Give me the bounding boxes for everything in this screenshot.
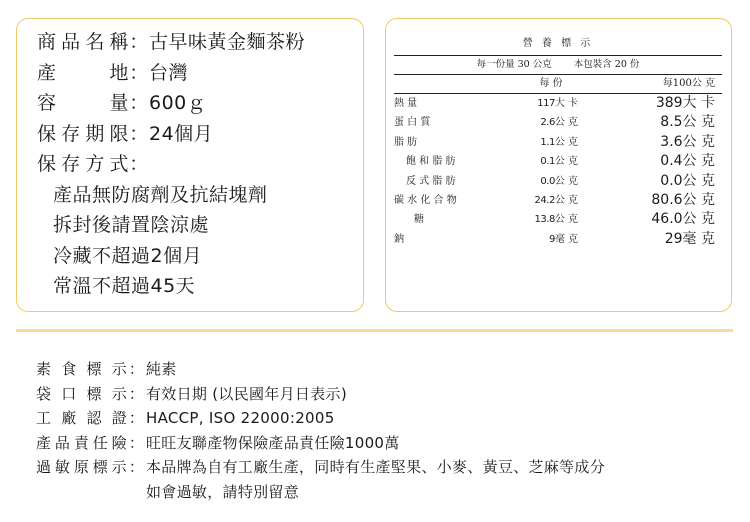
info-row-bag-label: 袋口標示 ： 有效日期 (以民國年月日表示) (36, 382, 605, 407)
info-value: 本品牌為自有工廠生產，同時有生產堅果、小麥、黃豆、芝麻等成分 (146, 458, 606, 476)
nutrient-per-100g: 3.6 (660, 133, 683, 150)
info-label: 產品責任險 (36, 433, 127, 452)
storage-line: 常溫不超過45天 (53, 275, 196, 297)
spec-label: 容量 (37, 92, 129, 114)
nutrient-unit: 大 卡 (554, 98, 578, 109)
section-divider (16, 329, 733, 332)
nutrient-unit: 毫 克 (554, 233, 578, 245)
spec-label: 商品名稱 (37, 31, 129, 53)
info-row-allergen: 過敏原標示 ： 本品牌為自有工廠生產，同時有生產堅果、小麥、黃豆、芝麻等成分 (36, 455, 605, 480)
info-label: 素食標示 (36, 360, 127, 378)
nutrient-unit: 公 克 (682, 114, 715, 131)
nutrient-unit: 公 克 (554, 214, 578, 226)
spec-value: 600ｇ (149, 92, 207, 114)
spec-label: 保存方式 (37, 153, 129, 175)
nutrient-name: 脂 肪 (394, 136, 418, 148)
nutrient-name: 飽 和 脂 肪 (406, 156, 456, 168)
col-per-serving: 每 份 (539, 78, 563, 89)
storage-line: 產品無防腐劑及抗結塊劑 (53, 183, 268, 206)
additional-info (36, 357, 605, 504)
nutrition-row (394, 230, 722, 249)
nutrient-unit: 公 克 (554, 194, 578, 206)
nutrition-row (394, 133, 722, 152)
spec-row-storage: 保存方式 ： (37, 149, 363, 180)
col-per-100g: 每100公 克 (662, 78, 715, 89)
info-label: 過敏原標示 (36, 458, 127, 476)
nutrition-row (394, 191, 722, 210)
spec-row-capacity: 容量 ： 600ｇ (37, 88, 363, 119)
nutrient-unit: 公 克 (554, 156, 578, 168)
nutrition-row (394, 210, 722, 229)
spec-row-origin: 產地 ： 台灣 (37, 58, 363, 89)
nutrition-row (394, 94, 722, 113)
nutrient-per-serving: 117 (537, 98, 555, 109)
nutrient-per-serving: 9 (548, 233, 555, 245)
nutrient-unit: 公 克 (682, 133, 715, 150)
info-value: 純素 (146, 360, 177, 378)
nutrient-per-serving: 0.1 (540, 156, 555, 168)
nutrient-per-serving: 0.0 (540, 175, 555, 187)
info-value: HACCP, ISO 22000:2005 (146, 409, 335, 427)
product-spec-panel (16, 18, 364, 312)
info-label: 袋口標示 (36, 384, 127, 403)
nutrient-per-100g: 0.4 (660, 153, 683, 170)
nutrient-per-100g: 0.0 (660, 172, 683, 189)
nutrient-unit: 公 克 (682, 211, 715, 228)
nutrient-name: 反 式 脂 肪 (406, 175, 456, 187)
nutrient-per-100g: 29 (664, 230, 683, 247)
nutrition-row (394, 113, 722, 132)
nutrient-per-100g: 46.0 (651, 211, 683, 228)
spec-label: 保存期限 (37, 122, 129, 145)
nutrition-header-row (394, 75, 722, 93)
nutrient-per-serving: 13.8 (534, 214, 555, 226)
storage-line: 拆封後請置陰涼處 (53, 214, 210, 236)
nutrition-table (394, 33, 722, 249)
serving-size: 每一份量 30 公克 (476, 59, 552, 70)
spec-row-name: 商品名稱 ： 古早味黃金麵茶粉 (37, 27, 363, 58)
info-row-vegetarian: 素食標示 ： 純素 (36, 357, 605, 382)
servings-per-pack: 本包裝含 20 份 (573, 59, 640, 70)
serving-info (394, 56, 722, 74)
nutrient-unit: 公 克 (554, 117, 578, 129)
info-value: 有效日期 (以民國年月日表示) (146, 384, 347, 403)
nutrient-per-100g: 389 (655, 95, 683, 111)
nutrient-unit: 公 克 (554, 175, 578, 187)
spec-row-shelf-life: 保存期限 ： 24個月 (37, 119, 363, 150)
nutrient-per-100g: 80.6 (651, 191, 683, 208)
info-row-insurance: 產品責任險 ： 旺旺友聯產物保險產品責任險1000萬 (36, 431, 605, 456)
nutrient-unit: 大 卡 (682, 95, 715, 111)
nutrient-unit: 公 克 (682, 191, 715, 208)
nutrient-per-serving: 1.1 (540, 136, 555, 148)
nutrient-per-serving: 24.2 (534, 194, 555, 206)
nutrient-name: 蛋 白 質 (394, 117, 431, 129)
info-value: 旺旺友聯產物保險產品責任險1000萬 (146, 433, 400, 452)
nutrient-unit: 公 克 (554, 136, 578, 148)
nutrition-title: 營 養 標 示 (522, 38, 594, 49)
nutrient-name: 糖 (414, 214, 424, 226)
info-row-certification: 工廠認證 ： HACCP, ISO 22000:2005 (36, 406, 605, 431)
nutrition-panel (385, 18, 732, 312)
info-label: 工廠認證 (36, 409, 127, 427)
storage-line: 冷藏不超過2個月 (53, 244, 203, 267)
nutrient-name: 碳 水 化 合 物 (394, 194, 457, 206)
nutrient-unit: 公 克 (682, 172, 715, 189)
spec-value: 古早味黃金麵茶粉 (149, 31, 306, 53)
nutrition-row (394, 172, 722, 191)
nutrient-per-100g: 8.5 (660, 114, 683, 131)
nutrient-unit: 公 克 (682, 153, 715, 170)
nutrient-name: 熱 量 (394, 98, 418, 109)
nutrient-unit: 毫 克 (682, 230, 715, 247)
nutrient-per-serving: 2.6 (540, 117, 555, 129)
spec-label: 產地 (37, 61, 129, 84)
allergen-continuation: 如會過敏，請特別留意 (146, 482, 300, 501)
spec-value: 24個月 (149, 122, 214, 145)
nutrient-name: 鈉 (394, 233, 404, 245)
spec-value: 台灣 (149, 61, 189, 84)
nutrition-row (394, 152, 722, 171)
